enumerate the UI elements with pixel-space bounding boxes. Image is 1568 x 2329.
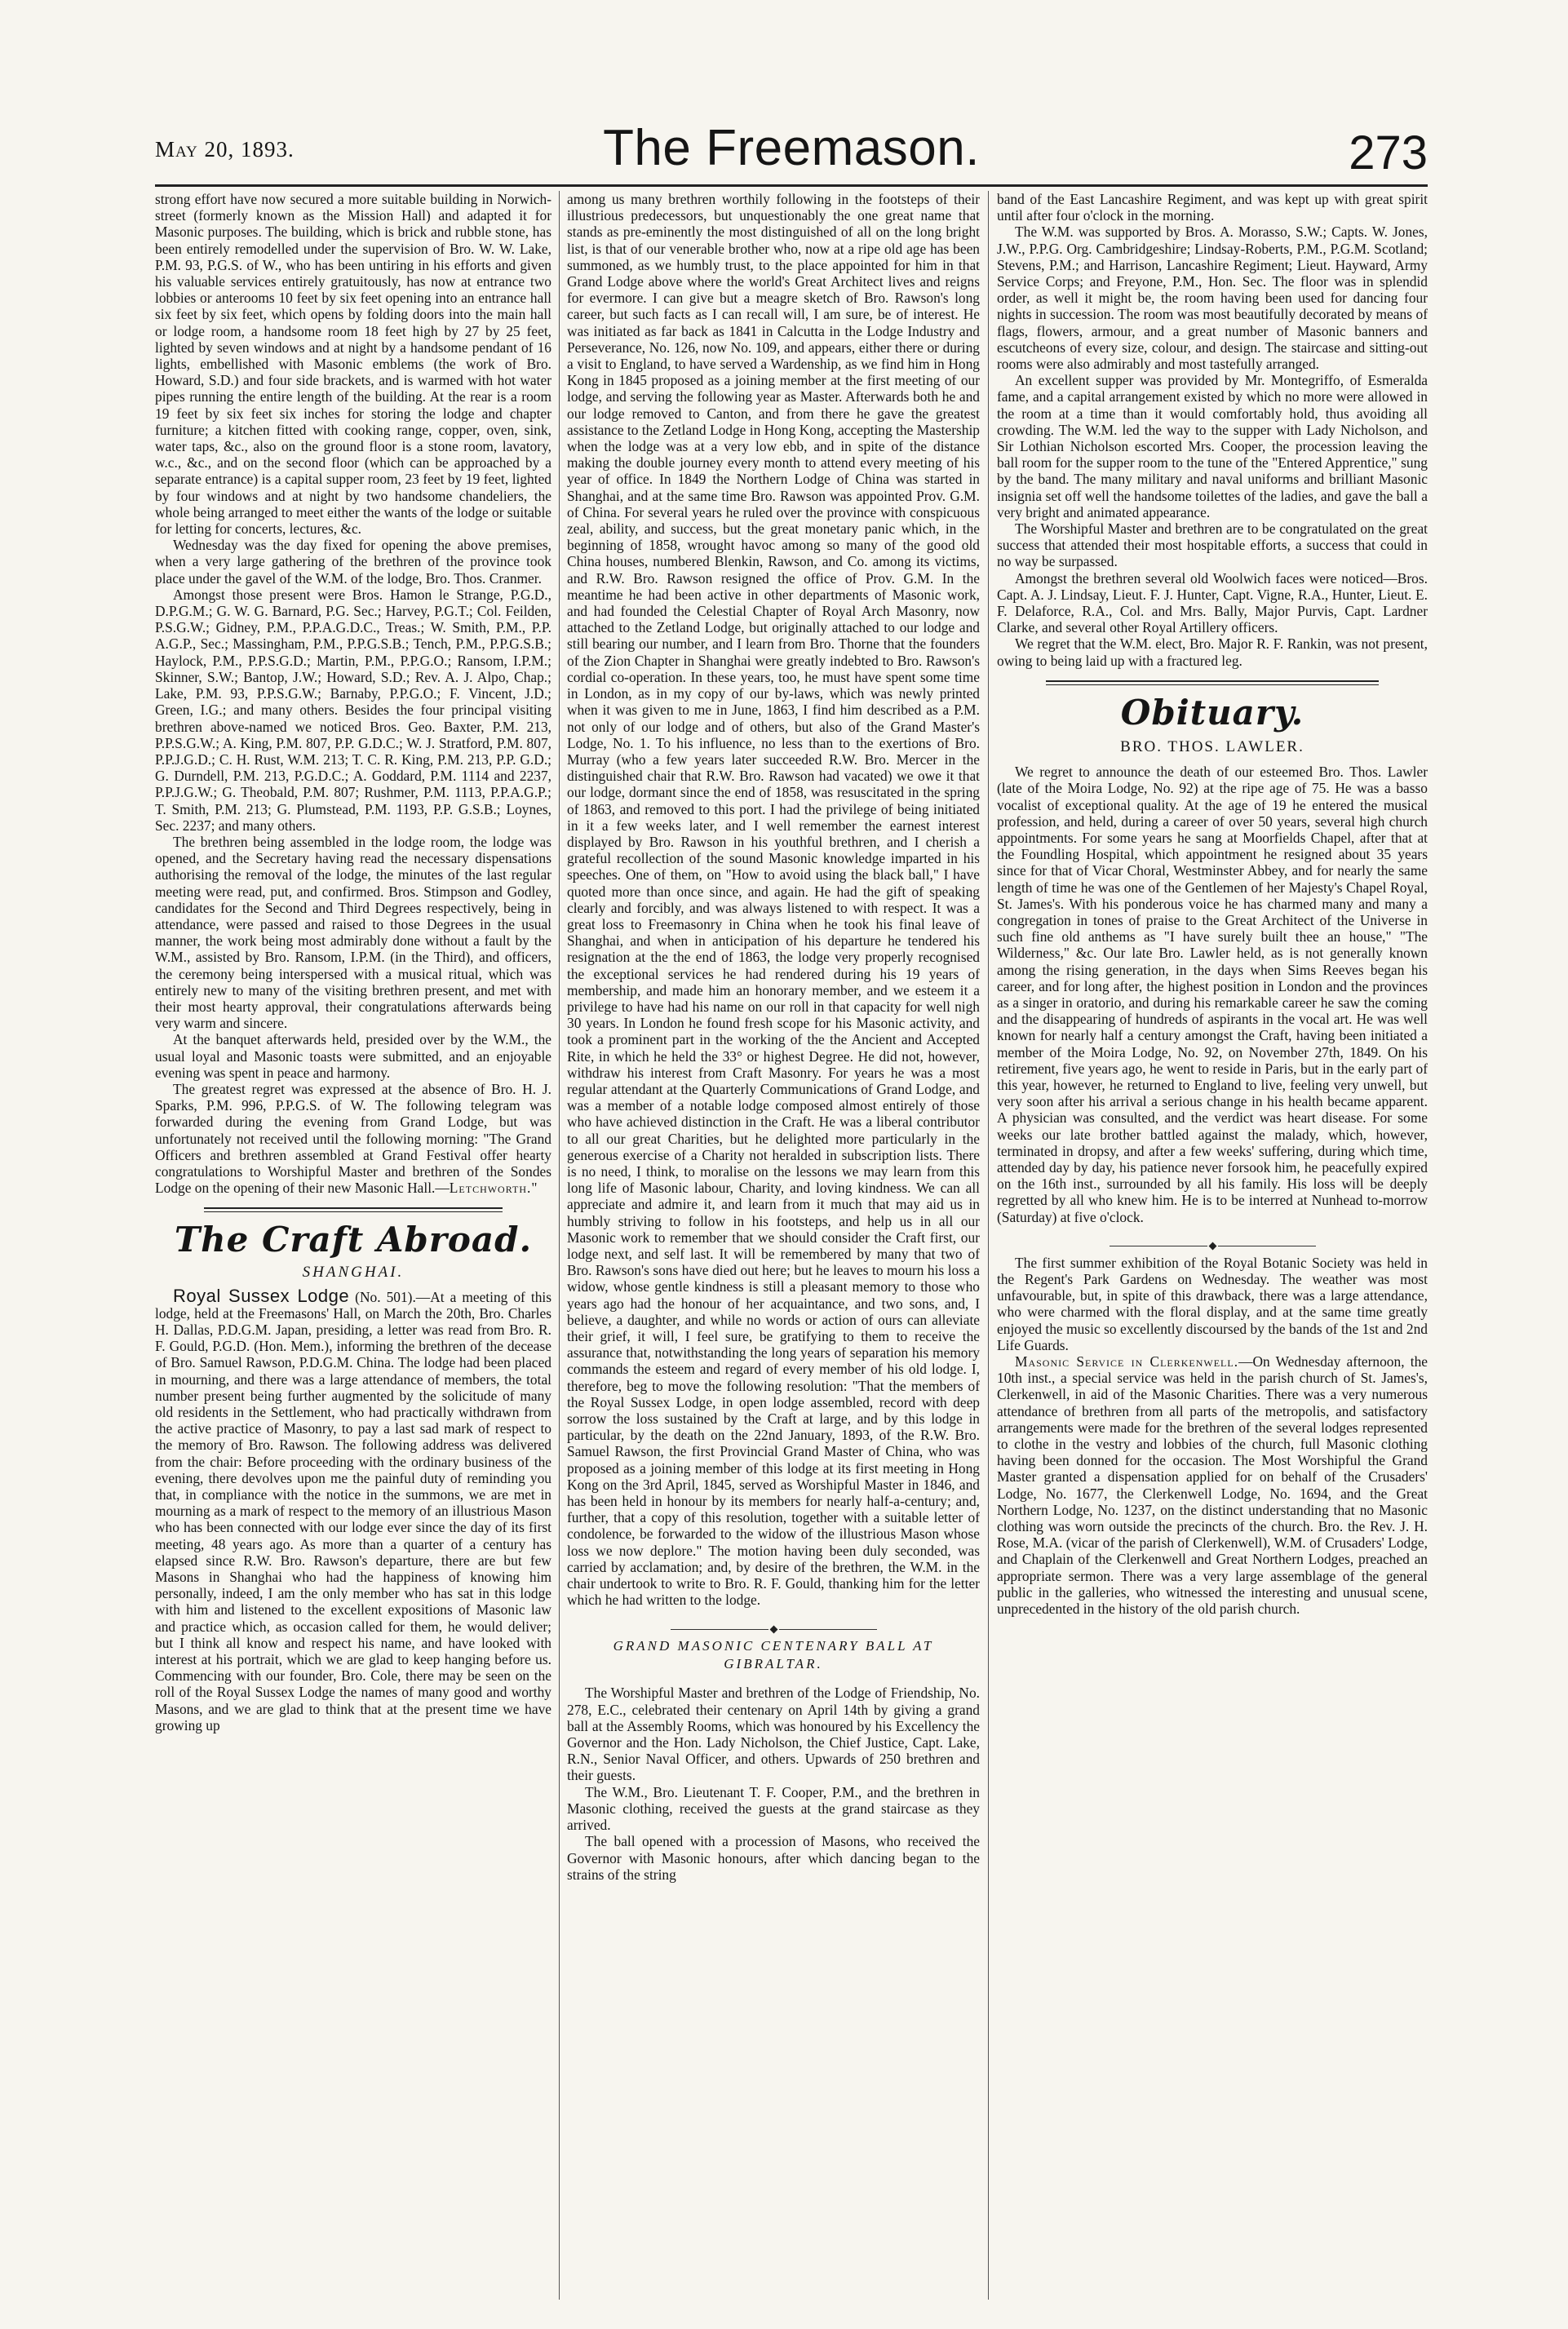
paragraph: The first summer exhibition of the Royal Botanic Society was held in the Regent's Park Gardens on Wednesday. The weather was most unfavourable, but, in spite of this drawback, there was a large attendance, who were charmed with the floral display, and at the same time greatly enjoyed the music so excellently discoursed by the bands of the 1st and 2nd Life Guards. bbox=[997, 1254, 1428, 1353]
column-divider bbox=[559, 191, 560, 2300]
masthead bbox=[155, 122, 1428, 179]
section-heading-obituary: Obituary. bbox=[1120, 692, 1304, 733]
lodge-report-text: —At a meeting of this lodge, held at the Freemasons' Hall, on March the 20th, Bro. Charles H. Dallas, P.D.G.M. Japan, presiding, a letter was read from Bro. R. F. Gould, P.G.D. (Hon. Mem.), informing the brethren of the decease of Bro. Samuel Rawson, P.D.G.M. China. The lodge had been placed in mourning, and there was a large attendance of members, the total number present being further augmented by the solicitude of many old residents in the Settlement, who had practically withdrawn from the active practice of Masonry, to pay a last sad mark of respect to the memory of Bro. Rawson. The following address was delivered from the chair: Before proceeding with the ordinary business of the evening, there devolves upon me the painful duty of reminding you that, in compliance with the notice in the summons, we are met in mourning as a mark of respect to the memory of an illustrious Mason who has been connected with our lodge ever since the day of its first meeting, 48 years ago. As more than a quarter of a century has elapsed since R.W. Bro. Rawson's departure, there are but few Masons in Shanghai who had the happiness of knowing him personally, indeed, I am the only member who has sat in this lodge with him and listened to the excellent expositions of Masonic law and practice which, as occasion called for them, he would deliver; but I think all know and respect his name, and have looked with interest at his portrait, which we are glad to keep hanging before us. Commencing with our founder, Bro. Cole, there may be seen on the roll of the Royal Sussex Lodge the names of many good and worthy Masons, and we are glad to think that at the present time we have growing up bbox=[155, 1288, 551, 1733]
paragraph: The Worshipful Master and brethren of the Lodge of Friendship, No. 278, E.C., celebrated their centenary on April 14th by giving a grand ball at the Assembly Rooms, which was honoured by his Excellency the Governor and the Hon. Lady Nicholson, the Chief Justice, Capt. Lake, R.N., Senior Naval Officer, and others. Upwards of 250 brethren and their guests. bbox=[567, 1685, 980, 1784]
item-text: —On Wednesday afternoon, the 10th inst., a special service was held in the parish church of St. James's, Clerkenwell, in aid of the Masonic Charities. There was a very numerous attendance of brethren from all parts of the metropolis, and satisfactory arrangements were made for the brethren of the several lodges represented to clothe in the vestry and lobbies of the church, full Masonic clothing having been donned for the occasion. The Most Worshipful the Grand Master granted a dispensation applied for on behalf of the Crusaders' Lodge, No. 1677, the Clerkenwell Lodge, No. 1694, and the Great Northern Lodge, No. 1237, on the distinct understanding that no Masonic clothing was worn outside the precincts of the church. Bro. the Rev. J. H. Rose, M.A. (vicar of the parish of Clerkenwell), W.M. of Crusaders' Lodge, and Chaplain of the Clerkenwell and Great Northern Lodges, preached an appropriate sermon. There was a very large assemblage of the general public in the galleries, who witnessed the interesting and unusual scene, unprecedented in the history of the old parish church. bbox=[997, 1353, 1428, 1618]
location-subheading: SHANGHAI. bbox=[302, 1264, 405, 1282]
column-1 bbox=[155, 191, 551, 2300]
paragraph: The W.M. was supported by Bros. A. Morasso, S.W.; Capts. W. Jones, J.W., P.P.G. Org. Cambridgeshire; Lindsay-Roberts, P.M., P.G.M. Scotland; Stevens, P.M.; and Harrison, Lancashire Regiment; Lieut. Hayward, Army Service Corps; and Freyone, P.M., Hon. Sec. The floor was in splendid order, as well it might be, the room having been used for dancing four nights in succession. The room was most beautifully decorated by means of flags, flowers, armour, and a great number of Masonic banners and escutcheons of every size, colour, and design. The staircase and sitting-out rooms were also admirably and most tastefully arranged. bbox=[997, 224, 1428, 373]
section-rule bbox=[1046, 680, 1379, 685]
page-number: 273 bbox=[1349, 126, 1428, 179]
publication-title: The Freemason. bbox=[603, 120, 980, 176]
lodge-number: (No. 501). bbox=[355, 1288, 416, 1305]
obituary-name: BRO. THOS. LAWLER. bbox=[1120, 737, 1304, 755]
section-rule bbox=[204, 1207, 503, 1212]
paragraph: Wednesday was the day fixed for opening the above premises, when a very large gathering of the brethren of the province took place under the gavel of the W.M. of the lodge, Bro. Thos. Cranmer. bbox=[155, 537, 551, 587]
paragraph: The W.M., Bro. Lieutenant T. F. Cooper, P.M., and the brethren in Masonic clothing, received the guests at the grand staircase as they arrived. bbox=[567, 1783, 980, 1834]
paragraph bbox=[997, 1353, 1428, 1617]
paragraph: The Worshipful Master and brethren are to be congratulated on the great success that attended their most hospitable efforts, a success that could in no way be surpassed. bbox=[997, 520, 1428, 570]
paragraph: strong effort have now secured a more suitable building in Norwich-street (formerly known as the Mission Hall) and adapted it for Masonic purposes. The building, which is brick and rubble stone, has been entirely remodelled under the supervision of Bro. W. W. Lake, P.M. 93, P.G.S. of W., who has been untiring in his efforts and given his valuable services entirely gratuitously, has now at entrance two lobbies or anterooms 10 feet by six feet opening into an entrance hall six feet by six feet, which opens by folding doors into the main hall or lodge room, a handsome room 18 feet high by 27 by 25 feet, lighted by seven windows and at night by a handsome pendant of 16 lights, embellished with Masonic emblems (the work of Bro. Howard, S.D.) and four side brackets, and is warmed with hot water pipes running the entire length of the building. At the rear is a room 19 feet by six feet six inches for storing the lodge and chapter furniture; a kitchen fitted with cooking range, copper, oven, sink, water taps, &c., also on the ground floor is a stone room, lavatory, w.c., &c., and on the second floor (which can be approached by a separate entrance) is a capital supper room, 23 feet by 19 feet, lighted by four windows and at night by two handsome chandeliers, the whole being arranged to meet either the wants of the lodge or suitable for letting for concerts, lectures, &c. bbox=[155, 191, 551, 538]
paragraph: Amongst the brethren several old Woolwich faces were noticed—Bros. Capt. A. J. Lindsay, Lieut. F. J. Hunter, Capt. Vigne, R.A., Hunter, Lieut. E. F. Delaforce, R.A., Col. and Mrs. Bally, Major Purvis, Capt. Lardner Clarke, and several other Royal Artillery officers. bbox=[997, 569, 1428, 636]
separator-ornament bbox=[997, 1237, 1428, 1245]
paragraph: We regret to announce the death of our esteemed Bro. Thos. Lawler (late of the Moira Lodge, No. 92) at the ripe age of 75. He was a basso vocalist of exceptional quality. At the age of 19 he entered the musical profession, and held, during a career of over 50 years, several high church appointments. For some years he sang at Moorfields Chapel, after that at the Foundling Hospital, which appointment he resigned about 35 years since for that of Vicar Choral, Westminster Abbey, and for nearly the same length of time he was one of the Gentlemen of her Majesty's Chapel Royal, St. James's. With his ponderous voice he has charmed many and many a congregation in tones of praise to the Great Architect of the Universe in such fine old anthems as "I have surely built thee an house," "The Wilderness," &c. Our late Bro. Lawler held, as is not generally known among the rising generation, in the days when Sims Reeves began his career, and for long after, the highest position in London and the provinces as a singer in oratorio, and during his remarkable career he saw the coming and the disappearing of hundreds of aspirants in the vocal art. He was well known for nearly half a century amongst the Craft, having been initiated a member of the Moira Lodge, No. 92, on November 27th, 1849. On his retirement, five years ago, he went to reside in Paris, but in the early part of this year, however, he returned to England to live, feeling very unwell, but very soon after his arrival a serious change in his health became apparent. A physician was consulted, and the verdict was heart disease. For some weeks our late brother battled against the malady, which, however, terminated in dropsy, and after a few weeks' suffering, during which time, attended day by day, his patience never forsook him, he peacefully expired on the 16th inst., surrounded by all his family. His loss will be deeply regretted by all who knew him. He is to be interred at Nunhead to-morrow (Saturday) at five o'clock. bbox=[997, 764, 1428, 1225]
paragraph: We regret that the W.M. elect, Bro. Major R. F. Rankin, was not present, owing to being laid up with a fractured leg. bbox=[997, 635, 1428, 669]
lodge-name: Royal Sussex Lodge bbox=[173, 1285, 350, 1306]
telegram-signature: Letchworth." bbox=[449, 1180, 538, 1197]
column-2 bbox=[567, 191, 980, 2300]
paragraph: The brethren being assembled in the lodge room, the lodge was opened, and the Secretary having read the necessary dispensations authorising the removal of the lodge, the minutes of the last regular meeting were read, put, and confirmed. Bros. Stimpson and Godley, candidates for the Second and Third Degrees respectively, being in attendance, were passed and raised to those Degrees in the usual manner, the work being most admirably done without a fault by the W.M., assisted by Bro. Ransom, I.P.M. (in the Third), and officers, the ceremony being interspersed with a musical ritual, which was entirely new to many of the visiting brethren present, and met with their most hearty approval, their congratulations afterwards being very warm and sincere. bbox=[155, 833, 551, 1032]
paragraph: among us many brethren worthily following in the footsteps of their illustrious predecessors, but unquestionably the one great name that stands as pre-eminently the most distinguished of all on the long bright list, is that of our venerable brother who, now at a ripe old age has been summoned, as we humbly trust, to the place appointed for him in that Grand Lodge above where the world's Great Architect lives and reigns for evermore. I can give but a meagre sketch of Bro. Rawson's long career, but such facts as I can recall will, I am sure, be of interest. He was initiated as far back as 1841 in Calcutta in the Lodge Industry and Perseverance, No. 126, now No. 109, and appears, either there or during a visit to England, to have served a Wardenship, as we find him in Hong Kong in 1845 proposed as a joining member at the first meeting of our lodge, and serving the following year as Master. Afterwards both he and our lodge removed to Canton, and from there he gave the greatest assistance to the Zetland Lodge in Hong Kong, accepting the Mastership when the lodge was at a very low ebb, and in spite of the distance making the double journey every month to attend every meeting of his year of office. In 1849 the Northern Lodge of China was started in Shanghai, and at the same time Bro. Rawson was appointed Prov. G.M. of China. For several years he ruled over the province with conspicuous zeal, ability, and success, but the great monetary panic which, in the beginning of 1858, wrought havoc among so many of the good old China houses, numbered Blenkin, Rawson, and Co. among its victims, and R.W. Bro. Rawson resigned the office of Prov. G.M. In the meantime he had been active in other departments of Masonic work, and had founded the Celestial Chapter of Royal Arch Masonry, now attached to the Zetland Lodge, but originally attached to our lodge and still bearing our number, and I learn from Bro. Thorne that the founders of the Zion Chapter in Shanghai were greatly indebted to Bro. Rawson's cordial co-operation. In these years, too, he must have spent some time in London, as in my copy of our by-laws, which was newly printed when it was given to me in June, 1863, I find him described as a P.M. not only of our lodge and of others, but also of the Grand Master's Lodge, No. 1. To his influence, no less than to the exertions of Bro. Murray (who a few years later succeeded R.W. Bro. Mercer in the distinguished chair that R.W. Bro. Rawson had vacated) we owe it that our lodge, dormant since the end of 1858, was resuscitated in the spring of 1863, and removed to this port. I had the privilege of being initiated in it a few weeks later, and I well remember the earnest interest displayed by Bro. Rawson in his youthful brethren, and I cherish a grateful recollection of the sound Masonic knowledge imparted in his speeches. One of them, on "How to avoid using the black ball," I have quoted more than once since, and again. He had the gift of speaking clearly and forcibly, and was always listened to with respect. It was a great loss to Freemasonry in China when he took his final leave of Shanghai, and when in anticipation of his departure he tendered his resignation at the the end of 1863, the lodge very properly recognised the exceptional services he had rendered during his 19 years of membership, and made him an honorary member, and we esteem it a privilege to have had his name on our roll in that capacity for well nigh 30 years. In London he found fresh scope for his Masonic activity, and took a prominent part in the working of the the Ancient and Accepted Rite, in which he held the 33° or highest Degree. He did not, however, withdraw his interest from Craft Masonry. For years he was a most regular attendant at the Quarterly Communications of Grand Lodge, and was a member of a notable lodge composed almost entirely of those who have achieved distinction in the Craft. He was a liberal contributor to all our great Charities, but he delighted more particularly in the generous exercise of a Charity not heralded in subscription lists. There is no need, I think, to moralise on the lessons we may learn from this long life of Masonic labour, Charity, and loving kindness. We can all appreciate and admire it, and learn from it much that may aid us in humbly striving to follow in his footsteps, and help us in all our Masonic work to remember that we should consider the Craft first, our lodge next, and self last. It will be remembered by many that two of Bro. Rawson's sons have died out here; but he leaves to mourn his loss a widow, whose gentle kindness is still a pleasant memory to those who years ago had the honour of her acquaintance, and two sons, and, I believe, a daughter, and while no words or action of ours can alleviate their grief, it will, I feel sure, be gratifying to them to receive the assurance that, notwithstanding the long years of separation his memory commands the esteem and regard of every member of his old lodge. I, therefore, beg to move the following resolution: "That the members of the Royal Sussex Lodge, in open lodge assembled, record with deep sorrow the loss sustained by the Craft at large, and by this lodge in particular, by the death on the 22nd January, 1893, of the R.W. Bro. Samuel Rawson, the first Provincial Grand Master of China, who was proposed as a joining member of this lodge at its first meeting in Hong Kong on the 3rd April, 1845, served as Worshipful Master in 1846, and has been held in honour by its members for nearly half-a-century; and, further, that a copy of this resolution, together with a suitable letter of condolence, be forwarded to the widow of the illustrious Mason whose loss we now deplore." The motion having been duly seconded, was carried by acclamation; and, by desire of the brethren, the W.M. in the chair undertook to write to Bro. R. F. Gould, thanking him for the letter which he had written to the lodge. bbox=[567, 191, 980, 1609]
column-divider bbox=[988, 191, 989, 2300]
article-heading-gibraltar-ball: GRAND MASONIC CENTENARY BALL AT GIBRALTAR. bbox=[613, 1638, 934, 1672]
paragraph: An excellent supper was provided by Mr. Montegriffo, of Esmeralda fame, and a capital arrangement existed by which no more were allowed in the room at a time than it would comfortably hold, thus avoiding all crowding. The W.M. led the way to the supper with Lady Nicholson, and Sir Lothian Nicholson escorted Mrs. Cooper, the procession leaving the ball room for the supper room to the tune of the "Entered Apprentice," sung by the band. The many military and naval uniforms and brilliant Masonic insignia set off well the handsome toilettes of the ladies, and gave the ball a very bright and animated appearance. bbox=[997, 372, 1428, 520]
column-3 bbox=[997, 191, 1428, 2300]
paragraph bbox=[155, 1285, 551, 1733]
issue-date: May 20, 1893. bbox=[155, 137, 295, 162]
paragraph: At the banquet afterwards held, presided over by the W.M., the usual loyal and Masonic toasts were submitted, and an enjoyable evening was spent in peace and harmony. bbox=[155, 1031, 551, 1081]
separator-ornament bbox=[567, 1619, 980, 1627]
paragraph: The ball opened with a procession of Masons, who received the Governor with Masonic honours, after which dancing began to the strains of the string bbox=[567, 1833, 980, 1883]
section-heading-craft-abroad: The Craft Abroad. bbox=[174, 1220, 533, 1260]
paragraph: band of the East Lancashire Regiment, and was kept up with great spirit until after four o'clock in the morning. bbox=[997, 191, 1428, 224]
paragraph: Amongst those present were Bros. Hamon le Strange, P.G.D., D.P.G.M.; G. W. G. Barnard, P.G. Sec.; Harvey, P.G.T.; Col. Feilden, P.S.G.W.; Gidney, P.M., P.P.A.G.D.C., Treas.; W. Smith, P.M., P.P. A.G.P., Sec.; Massingham, P.M., P.P.G.S.B.; Tench, P.M., P.P.G.S.B.; Haylock, P.M., P.P.S.G.D.; Martin, P.M., P.P.G.O.; Ransom, I.P.M.; Skinner, S.W.; Bantop, J.W.; Howard, S.D.; Rev. A. J. Alpo, Chap.; Lake, P.M. 93, P.P.S.G.W.; Barnaby, P.P.G.O.; F. Vincent, J.D.; Green, I.G.; and many others. Besides the four principal visiting brethren above-named we noticed Bros. Geo. Baxter, P.M. 213, P.P.S.G.W.; A. King, P.M. 807, P.P. G.D.C.; W. J. Stratford, P.M. 807, P.P.J.G.D.; C. H. Rust, W.M. 213; T. C. R. King, P.M. 213, P.P. G.D.; G. Durndell, P.M. 213, P.G.D.C.; A. Goddard, P.M. 1114 and 2237, P.P.J.G.W.; G. Theobald, P.M. 807; Rushmer, P.M. 1113, P.P.A.G.P.; T. Smith, P.M. 213; G. Plumstead, P.M. 1193, P.P. G.S.B.; Loynes, Sec. 2237; and many others. bbox=[155, 586, 551, 834]
telegram-text: The greatest regret was expressed at the absence of Bro. H. J. Sparks, P.M. 996, P.P.G.S. of W. The following telegram was forwarded during the evening from Grand Lodge, but was unfortunately not received until the following morning: "The Grand Officers and brethren assembled at Grand Festival offer hearty congratulations to Worshipful Master and brethren of the Sondes Lodge on the opening of their new Masonic Hall.— bbox=[155, 1080, 551, 1197]
paragraph bbox=[155, 1081, 551, 1196]
item-runin: Masonic Service in Clerkenwell. bbox=[1015, 1353, 1239, 1370]
masthead-rule bbox=[155, 184, 1428, 187]
